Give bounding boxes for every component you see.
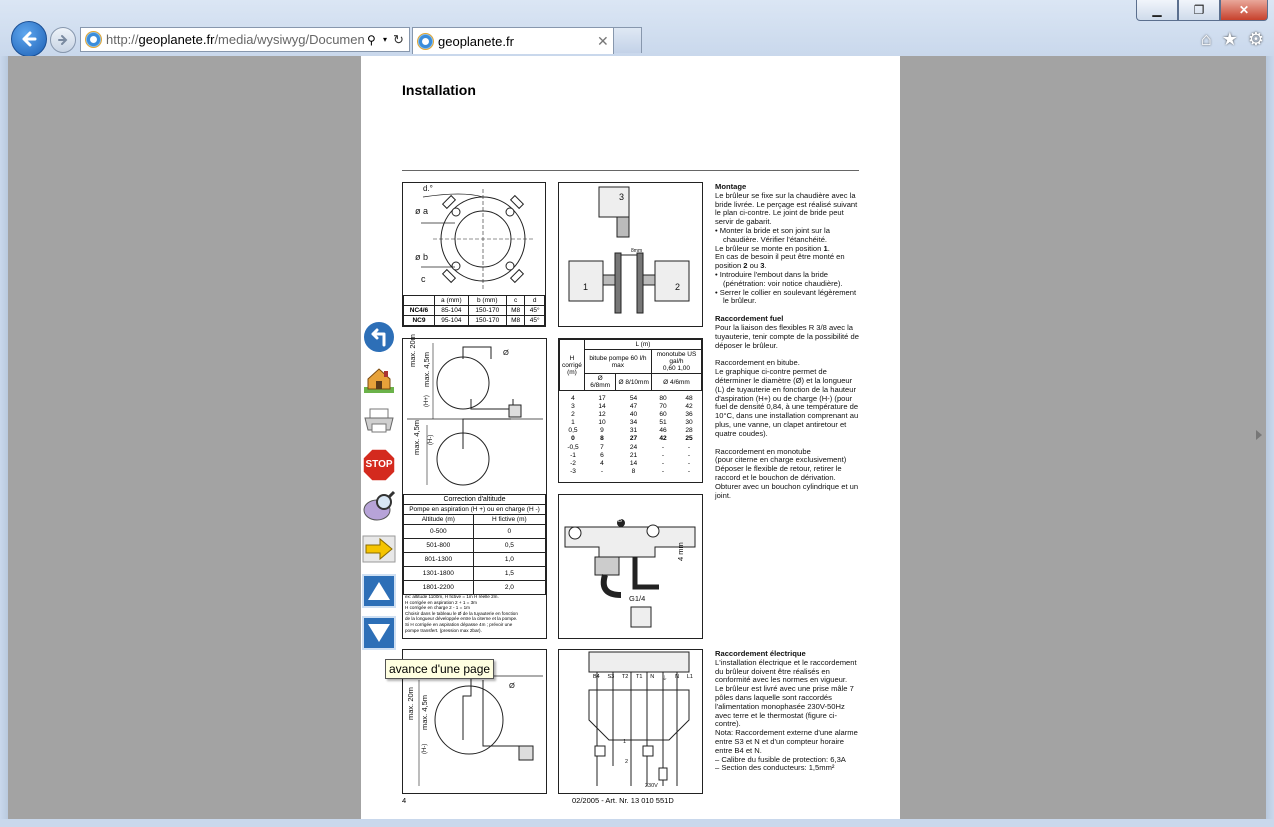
montage-p1: Le brûleur se fixe sur la chaudière avec la bride livrée. Le perçage est réalisé suivant le plan ci-contre. Le joint de bride peut servir de gabarit. <box>715 190 858 227</box>
elec-p1: L'installation électrique et le raccordement du brûleur doivent être réalisés en conformité avec les normes en vigueur. <box>715 657 857 685</box>
table-cell: 2 <box>571 411 575 419</box>
monotube-header <box>651 350 701 374</box>
table-header: a (mm) <box>434 296 468 306</box>
montage-p3: En cas de besoin il peut être monté en position 2 ou 3. <box>715 252 845 271</box>
table-row <box>404 553 546 567</box>
table-cell: 4 <box>600 459 604 467</box>
terminal-label: T1 <box>636 674 643 680</box>
ie-tab-icon <box>417 33 434 50</box>
table-cell: 1,5 <box>473 567 545 581</box>
forward-button[interactable] <box>50 27 76 53</box>
table-cell: 51 <box>659 419 667 427</box>
max-4m-label: max. 4,5m <box>412 419 421 455</box>
table-header: d <box>525 296 545 306</box>
table-header: c <box>506 296 525 306</box>
table-cell: 45° <box>525 306 545 316</box>
table-cell: - <box>687 443 691 451</box>
sidebar-stop-button[interactable] <box>362 448 396 482</box>
window-right-border <box>1266 56 1274 827</box>
table-cell: 42 <box>659 435 667 443</box>
fuel-p1: Pour la liaison des flexibles R 3/8 avec la tuyauterie, tenir compte de la possibilité de déposer le brûleur. <box>715 322 859 350</box>
table-cell: 6 <box>600 451 604 459</box>
table-cell: - <box>661 451 665 459</box>
table-cell: 17 <box>598 395 606 402</box>
electrical-text <box>715 650 861 773</box>
table-cell: 4 <box>571 395 575 402</box>
column-h <box>559 395 587 476</box>
browser-chrome <box>0 0 1274 57</box>
burner-position-figure <box>558 182 703 327</box>
sidebar-next-button[interactable] <box>362 532 396 566</box>
table-cell: 1,0 <box>473 553 545 567</box>
maximize-button[interactable]: ❐ <box>1178 0 1220 21</box>
search-icon[interactable]: ⚲ <box>367 32 376 47</box>
table-header: Altitude (m) <box>404 515 474 525</box>
stop-label: STOP <box>365 459 393 470</box>
table-cell: 47 <box>629 403 638 411</box>
table-cell: 85-104 <box>434 306 468 316</box>
title-divider <box>402 170 859 171</box>
table-cell: 0-500 <box>404 525 474 539</box>
fuel-p5: (pour citerne en charge exclusivement) Déposer le flexible de retour, retirer le raccord et le bouchon de dérivation. Obturer avec un bouchon cylindrique et un joint. <box>715 455 859 500</box>
column-bitube-6-8 <box>587 395 617 476</box>
position-2-label: 2 <box>675 282 681 292</box>
table-cell: 95-104 <box>434 316 468 326</box>
4mm-label: 4 mm <box>676 542 685 561</box>
table-cell: 0 <box>473 525 545 539</box>
elec-p2: Le brûleur est livré avec une prise mâle 7 pôles dans laquelle sont raccordés l'alimentation monophasée 230V-50Hz avec terre et le thermostat (figure ci-contre). <box>715 684 854 729</box>
table-row <box>404 306 545 316</box>
table-cell: 60 <box>659 411 667 419</box>
fitting-figure <box>558 494 703 639</box>
diameter-label: Ø <box>503 348 509 357</box>
sidebar-print-button[interactable] <box>362 404 396 438</box>
table-cell: 7 <box>600 443 604 451</box>
note-line: Si H corrigée en aspiration dépasse 4m ; prévoir une <box>405 621 513 627</box>
pipe-length-table <box>559 339 702 391</box>
tooltip: avance d'une page <box>385 659 494 679</box>
terminal-labels <box>593 674 693 682</box>
table-cell: 45° <box>525 316 545 326</box>
table-cell: 501-800 <box>404 539 474 553</box>
table-cell: 0,5 <box>473 539 545 553</box>
pipe-length-table-figure <box>558 338 703 483</box>
table-cell: 70 <box>659 403 667 411</box>
sidebar-page-up-button[interactable] <box>362 574 396 608</box>
favorites-star-icon[interactable]: ★ <box>1221 29 1238 49</box>
electrical-figure <box>558 649 703 794</box>
close-button[interactable]: ✕ <box>1220 0 1268 21</box>
article-reference: 02/2005 - Art. Nr. 13 010 551D <box>572 796 674 805</box>
position-3-label: 3 <box>619 192 625 202</box>
gear-icon[interactable]: ⚙ <box>1247 29 1264 49</box>
table-cell: 150-170 <box>468 306 506 316</box>
fuel-p3: Le graphique ci-contre permet de déterminer le diamètre (Ø) et la longueur (L) de tuyauterie en fonction de la hauteur d'aspiration (H+) ou de charge (H-) (pour fuel de densité 0,84, à une température de 10°C, dans une installation comprenant au plus, une vanne, un clapet antiretour et quatre coudes). <box>715 367 859 438</box>
label-c: c <box>421 274 426 284</box>
h-minus-label: (H-) <box>428 434 434 445</box>
refresh-icon[interactable]: ↻ <box>393 31 404 47</box>
label-d: d.° <box>423 184 433 193</box>
electrical-drawing <box>559 650 702 793</box>
forward-arrow-icon <box>56 33 70 47</box>
table-cell: 1801-2200 <box>404 581 474 595</box>
montage-p2: Le brûleur se monte en position 1. <box>715 243 830 253</box>
montage-heading: Montage <box>715 182 747 191</box>
suction-figure <box>402 334 547 639</box>
table-cell: M8 <box>506 306 525 316</box>
next-page-arrow-icon[interactable] <box>1256 430 1262 440</box>
correction-notes <box>405 594 518 633</box>
print-icon <box>362 406 396 436</box>
h-corrected-header: H corrigé (m) <box>560 340 585 391</box>
elec-p5: – Section des conducteurs: 1,5mm² <box>715 763 835 773</box>
label-a: ø a <box>415 206 429 216</box>
ie-page-icon <box>85 31 102 48</box>
table-cell: 24 <box>629 443 638 451</box>
table-cell: 25 <box>685 435 693 443</box>
search-icon <box>362 489 396 523</box>
h-minus-label: (H-) <box>422 743 428 754</box>
note-line: Choisir dans le tableau le Ø de la tuyauterie en fonction <box>405 610 518 616</box>
table-cell: 8 <box>631 467 636 475</box>
table-cell: 1301-1800 <box>404 567 474 581</box>
table-cell: 48 <box>685 395 693 402</box>
terminal-label: N <box>650 674 655 680</box>
table-cell: 9 <box>600 427 604 435</box>
sidebar-page-down-button[interactable] <box>362 616 396 650</box>
table-cell: 40 <box>629 411 638 419</box>
table-header: b (mm) <box>468 296 506 306</box>
minimize-button[interactable]: ▁ <box>1136 0 1178 21</box>
montage-bullet-2: • Introduire l'embout dans la bride (pénétration: voir notice chaudière). <box>715 269 843 288</box>
max-20m-label: max. 20m <box>406 687 415 720</box>
table-cell: 30 <box>685 419 693 427</box>
tab-geoplanete[interactable] <box>412 27 614 54</box>
column-mono-060 <box>650 395 676 476</box>
back-arrow-icon <box>19 29 39 49</box>
table-cell: -3 <box>570 467 576 475</box>
table-header: Ø 4/6mm <box>651 374 701 391</box>
new-tab-button[interactable] <box>613 27 642 53</box>
browser-toolbar-icons <box>1201 29 1264 50</box>
table-cell: M8 <box>506 316 525 326</box>
table-row <box>404 525 546 539</box>
page-up-icon <box>362 574 396 608</box>
altitude-correction-table <box>403 494 546 595</box>
monotube-sublabel: 0,60 1,00 <box>662 365 691 372</box>
table-cell: 46 <box>659 427 667 435</box>
table-cell: 34 <box>629 419 638 427</box>
max-45m-label: max. 4,5m <box>422 351 431 387</box>
tab-label: geoplanete.fr <box>438 33 514 49</box>
table-cell: 0 <box>571 435 575 443</box>
table-cell: 31 <box>629 427 638 435</box>
label-b: ø b <box>415 252 429 262</box>
table-header: H fictive (m) <box>473 515 545 525</box>
page-number: 4 <box>402 796 407 805</box>
table-header <box>404 296 435 306</box>
table-cell: 36 <box>685 411 693 419</box>
table-cell: 14 <box>629 459 638 467</box>
table-cell: 0,5 <box>568 427 578 435</box>
elec-heading: Raccordement électrique <box>715 649 806 658</box>
switch-1-label: 1 <box>623 739 627 745</box>
tab-close-icon[interactable]: ✕ <box>597 32 609 49</box>
diameter-label: Ø <box>509 681 515 690</box>
table-row <box>404 316 545 326</box>
table-header: Ø 8/10mm <box>616 374 652 391</box>
position-1-label: 1 <box>583 282 589 292</box>
correction-title: Correction d'altitude <box>404 495 546 505</box>
page-down-icon <box>362 616 396 650</box>
address-bar[interactable] <box>80 27 410 52</box>
back-arrow-icon <box>362 320 396 354</box>
document-page <box>361 56 900 819</box>
note-line: H corrigée en charge 2 - 1 = 1m <box>405 605 470 611</box>
table-cell: 10 <box>598 419 606 427</box>
table-cell: -1 <box>570 451 576 459</box>
sidebar-search-button[interactable] <box>362 489 396 523</box>
flange-table <box>403 295 545 326</box>
table-cell: - <box>687 467 691 475</box>
terminal-label: B4 <box>593 674 600 680</box>
sidebar-back-button[interactable] <box>362 320 396 354</box>
table-row <box>404 539 546 553</box>
table-cell: 80 <box>659 395 667 402</box>
table-cell: 42 <box>685 403 693 411</box>
terminal-label: ⏚ <box>661 676 668 682</box>
terminal-label: T2 <box>621 674 629 680</box>
table-cell: 12 <box>598 411 606 419</box>
sidebar-home-button[interactable] <box>362 363 396 397</box>
window-bottom-border <box>0 819 1274 827</box>
note-line: pompe transfert. (pression max 2bar). <box>405 627 482 633</box>
table-row <box>404 567 546 581</box>
correction-subtitle: Pompe en aspiration (H +) ou en charge (H -) <box>404 505 546 515</box>
fuel-p4: Raccordement en monotube <box>715 446 811 456</box>
mm-label: 8mm <box>631 248 643 254</box>
table-cell: - <box>687 459 691 467</box>
table-cell: - <box>661 443 665 451</box>
h-plus-label: (H+) <box>424 395 430 407</box>
table-cell: 801-1300 <box>404 553 474 567</box>
monotube-label: monotube US gal/h <box>656 351 697 365</box>
column-mono-100 <box>676 395 702 476</box>
g14-label: G1/4 <box>629 594 646 603</box>
note-line: ex: altitude 1100m, H fictive = 1m H réelle 2m. <box>405 594 499 599</box>
table-cell: 150-170 <box>468 316 506 326</box>
table-cell: - <box>661 459 665 467</box>
max-45m-label: max. 4,5m <box>420 694 429 730</box>
max-20m-label: max. 20m <box>408 334 417 367</box>
table-cell: - <box>600 467 604 475</box>
table-cell: 28 <box>685 427 693 435</box>
window-controls <box>1136 0 1268 21</box>
pipe-length-values <box>559 395 702 476</box>
table-cell: 14 <box>598 403 606 411</box>
b-label: B <box>618 518 623 524</box>
fuel-p2: Raccordement en bitube. <box>715 358 800 368</box>
terminal-label: N <box>675 674 680 680</box>
table-cell: 27 <box>629 435 638 443</box>
table-cell: 1 <box>571 419 575 427</box>
table-cell: NC9 <box>404 316 435 326</box>
back-button[interactable] <box>11 21 47 57</box>
table-header: Ø 6/8mm <box>584 374 616 391</box>
table-cell: - <box>687 451 691 459</box>
montage-bullet-1: • Monter la bride et son joint sur la chaudière. Vérifier l'étanchéité. <box>715 225 830 244</box>
montage-bullet-3: • Serrer le collier en soulevant légèrement le brûleur. <box>715 287 857 306</box>
terminal-label: S3 <box>607 674 615 680</box>
column-bitube-8-10 <box>617 395 650 476</box>
table-cell: 54 <box>629 395 638 402</box>
home-icon[interactable]: ⌂ <box>1200 29 1212 49</box>
l-header: L (m) <box>584 340 701 350</box>
bitube-header: bitube pompe 60 l/h max <box>584 350 651 374</box>
table-cell: 8 <box>600 435 604 443</box>
table-cell: 3 <box>571 403 575 411</box>
fitting-drawing <box>559 495 702 638</box>
table-cell: 21 <box>629 451 638 459</box>
voltage-label: 230V <box>645 783 658 789</box>
table-cell: NC4/6 <box>404 306 435 316</box>
home-icon <box>362 365 396 395</box>
page-title: Installation <box>402 82 476 98</box>
table-cell: -0,5 <box>567 443 579 451</box>
note-line: de la longueur développée entre la citerne et la pompe. <box>405 616 518 622</box>
dropdown-icon[interactable]: ▾ <box>383 35 388 44</box>
table-cell: 2,0 <box>473 581 545 595</box>
note-line: H corrigée en aspiration 2 + 1 = 3m <box>405 599 478 605</box>
switch-2-label: 2 <box>625 759 629 765</box>
table-row <box>404 581 546 595</box>
next-arrow-icon <box>362 534 396 564</box>
table-cell: - <box>661 467 665 475</box>
table-cell: -2 <box>570 459 576 467</box>
elec-p4: – Calibre du fusible de protection: 6,3A <box>715 754 846 764</box>
terminal-label: L1 <box>686 674 693 680</box>
elec-p3: Nota: Raccordement externe d'une alarme entre S3 et N et d'un compteur horaire entre B4 et N. <box>715 728 858 755</box>
address-text: http://geoplanete.fr/media/wysiwyg/Documen <box>106 32 365 47</box>
montage-text <box>715 183 861 509</box>
fuel-heading: Raccordement fuel <box>715 314 784 324</box>
window-left-border <box>0 56 8 827</box>
flange-figure <box>402 182 546 327</box>
